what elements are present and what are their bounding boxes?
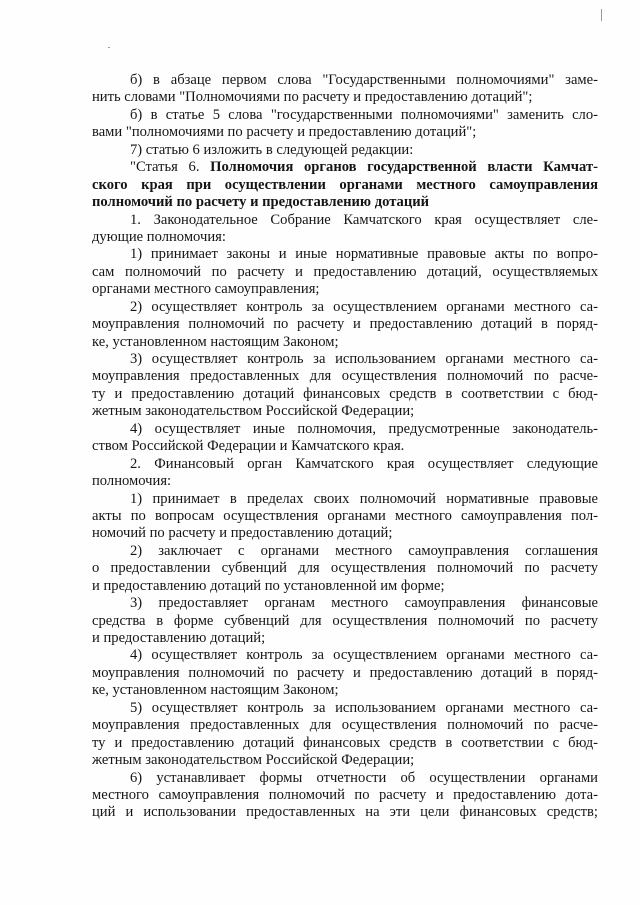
text-line: ке, установленном настоящим Законом; — [92, 682, 339, 699]
text-line: моуправления полномочий по расчету и предоставлению дотаций в поряд- — [92, 664, 598, 681]
text-line: средства в форме субвенций для осуществления полномочий по расчету — [92, 612, 598, 629]
amendment-item-b-article-5 — [92, 107, 598, 142]
text-line: ством Российской Федерации и Камчатского края. — [92, 438, 405, 455]
text-line: и предоставлению дотаций по установленной им форме; — [92, 577, 445, 594]
scan-speck — [108, 47, 110, 48]
part-1-item-3 — [92, 351, 598, 421]
text-line: ций и использовании предоставленных на эти цели финансовых средств; — [92, 804, 598, 821]
article-title: Полномочия органов государственной власти Камчат- — [210, 159, 598, 176]
text-line: жетным законодательством Российской Федерации; — [92, 403, 415, 420]
part-1-item-1 — [92, 246, 598, 298]
text-line: 3) осуществляет контроль за использованием органами местного са- — [130, 351, 598, 367]
text-line: моуправления полномочий по расчету и предоставлению дотаций в поряд- — [92, 316, 598, 333]
amendment-item-7 — [92, 142, 598, 159]
text-line: 1. Законодательное Собрание Камчатского края осуществляет сле- — [130, 211, 598, 228]
part-2-item-1 — [92, 491, 598, 543]
text-line: о предоставлении субвенций для осуществления полномочий по расчету — [92, 560, 598, 577]
part-1-item-4 — [92, 421, 598, 456]
text-line: б) в статье 5 слова "государственными полномочиями" заменить сло- — [130, 106, 598, 123]
text-line: 5) осуществляет контроль за использованием органами местного са- — [130, 699, 598, 716]
text-line: и предоставлению дотаций; — [92, 630, 266, 646]
part-1-intro — [92, 212, 598, 247]
text-line: 2) осуществляет контроль за осуществлением органами местного са- — [130, 298, 598, 315]
part-2-item-4 — [92, 647, 598, 699]
text-line: 2. Финансовый орган Камчатского края осуществляет следующие — [130, 455, 598, 472]
text-line: полномочия: — [92, 473, 172, 490]
text-line: ту и предоставлению дотаций финансовых средств в соответствии с бюд- — [92, 385, 598, 402]
part-2-item-2 — [92, 543, 598, 595]
article-title: ского края при осуществлении органами местного самоуправления — [92, 176, 598, 193]
text-line: 1) принимает законы и иные нормативные правовые акты по вопро- — [130, 246, 598, 263]
text-line: вами "полномочиями по расчету и предоставлению дотаций"; — [92, 124, 477, 141]
text-line: ке, установленном настоящим Законом; — [92, 333, 339, 350]
text-line: 7) статью 6 изложить в следующей редакции: — [130, 141, 414, 158]
part-2-intro — [92, 456, 598, 491]
article-number: "Статья 6. — [130, 159, 211, 176]
amendment-item-b-paragraph-one — [92, 72, 598, 107]
text-line — [92, 194, 598, 211]
article-title: полномочий по расчету и предоставлению дотаций — [92, 194, 430, 211]
text-line: 6) устанавливает формы отчетности об осуществлении органами — [130, 769, 598, 786]
text-line: акты по вопросам осуществления органами местного самоуправления пол- — [92, 507, 598, 524]
article-6-heading — [92, 159, 598, 211]
text-line: б) в абзаце первом слова "Государственными полномочиями" заме- — [130, 72, 598, 88]
scan-mark — [601, 9, 602, 21]
text-line: 2) заключает с органами местного самоуправления соглашения — [130, 542, 598, 559]
text-line: органами местного самоуправления; — [92, 281, 320, 298]
text-line: нить словами "Полномочиями по расчету и предоставлению дотаций"; — [92, 89, 533, 106]
text-line — [92, 177, 598, 194]
text-line: ту и предоставлению дотаций финансовых средств в соответствии с бюд- — [92, 734, 598, 751]
text-line: 4) осуществляет контроль за осуществлением органами местного са- — [130, 647, 598, 664]
text-line: номочий по расчету и предоставлению дотаций; — [92, 525, 393, 542]
text-line: 3) предоставляет органам местного самоуправления финансовые — [130, 595, 598, 612]
part-1-item-2 — [92, 299, 598, 351]
text-line: жетным законодательством Российской Федерации; — [92, 752, 415, 769]
part-2-item-6 — [92, 770, 598, 822]
text-line: сам полномочий по расчету и предоставлению дотаций, осуществляемых — [92, 263, 598, 280]
text-line: 4) осуществляет иные полномочия, предусмотренные законодатель- — [130, 420, 598, 437]
part-2-item-5 — [92, 700, 598, 770]
part-2-item-3 — [92, 595, 598, 647]
document-body — [92, 72, 598, 822]
text-line: дующие полномочия: — [92, 228, 226, 245]
text-line: 1) принимает в пределах своих полномочий нормативные правовые — [130, 490, 598, 507]
text-line: моуправления предоставленных для осуществления полномочий по расче- — [92, 717, 598, 734]
text-line: местного самоуправления полномочий по расчету и предоставлению дота- — [92, 786, 598, 803]
text-line: моуправления предоставленных для осуществления полномочий по расче- — [92, 368, 598, 385]
text-line — [92, 159, 598, 176]
